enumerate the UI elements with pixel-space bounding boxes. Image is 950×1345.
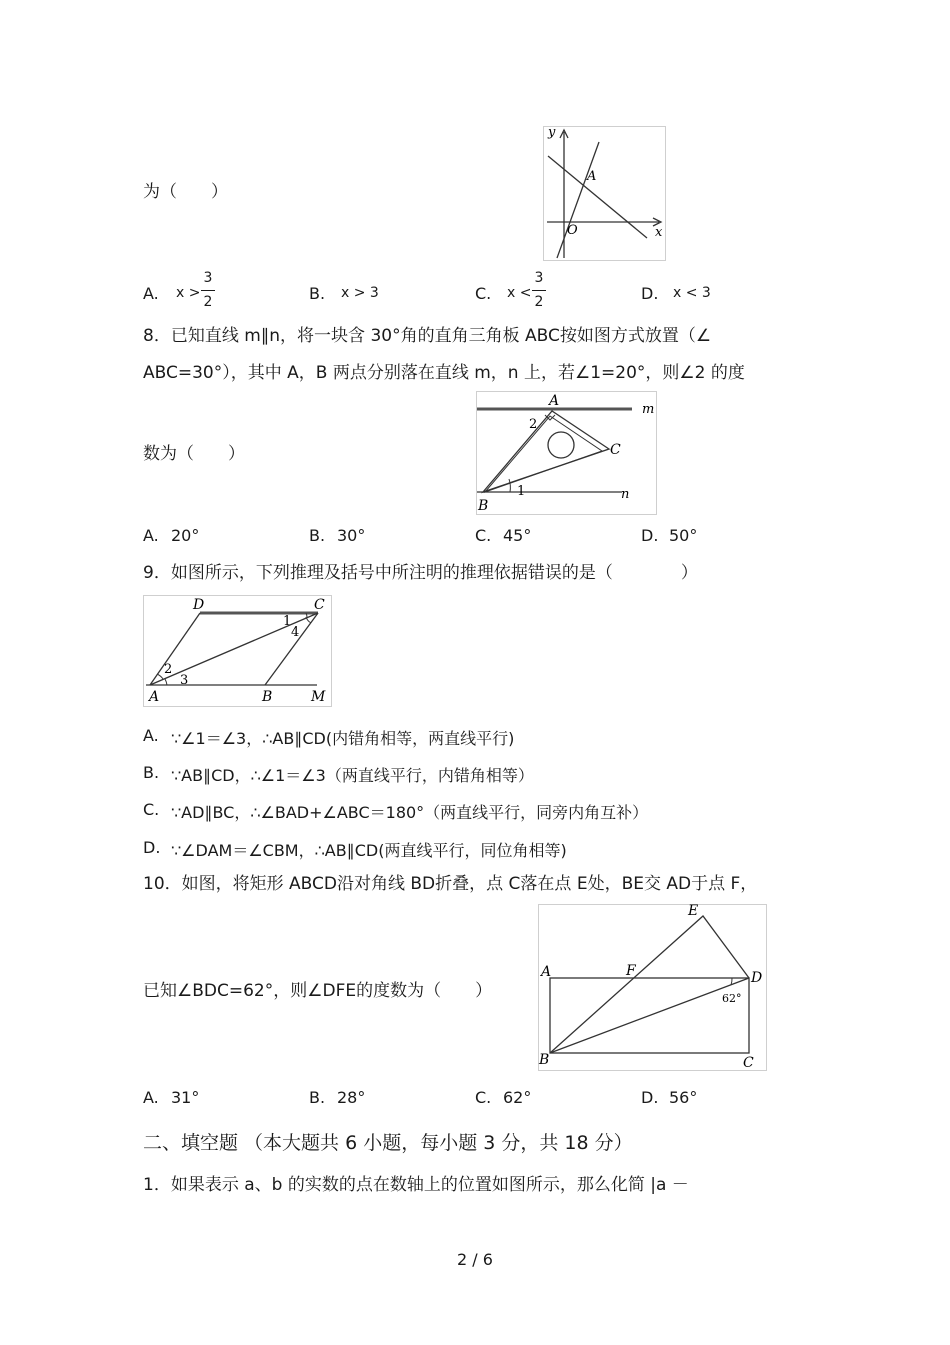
q8-option-d-text: 50° [669, 526, 698, 545]
q9-option-d-label: D. [143, 838, 161, 857]
q8-fig-label-2: 2 [529, 417, 538, 432]
q7-fig-label-y: y [548, 126, 556, 140]
q10-option-d-text: 56° [669, 1088, 698, 1107]
q10-fig-label-e: E [688, 904, 699, 919]
q10-option-c-text: 62° [503, 1088, 532, 1107]
section-2-q1-stem: 1．如果表示 a、b 的实数的点在数轴上的位置如图所示，那么化简 |a － [143, 1175, 689, 1195]
q7-option-d-text: x < 3 [673, 285, 711, 301]
q9-fig-label-d: D [193, 597, 205, 613]
q10-option-d-label: D. [641, 1088, 659, 1107]
q7-option-b-text: x > 3 [341, 285, 379, 301]
q8-fig-label-1: 1 [517, 484, 526, 499]
q9-fig-label-b: B [262, 689, 273, 705]
q8-option-b-text: 30° [337, 526, 366, 545]
q9-figure [143, 595, 333, 708]
q10-option-c-label: C. [475, 1088, 492, 1107]
q10-fig-label-f: F [626, 963, 636, 979]
q7-fig-label-x: x [655, 225, 663, 240]
q8-fig-label-n: n [621, 487, 630, 502]
q9-fig-label-m: M [311, 689, 326, 705]
q10-option-b-text: 28° [337, 1088, 366, 1107]
q7-option-a-fraction-bar [201, 290, 215, 291]
q10-option-a-text: 31° [171, 1088, 200, 1107]
q10-option-b-label: B. [309, 1088, 326, 1107]
q8-figure [476, 391, 658, 516]
q8-option-a-text: 20° [171, 526, 200, 545]
q7-option-a-numerator: 3 [203, 270, 213, 286]
q10-fig-label-c: C [743, 1055, 754, 1071]
q8-fig-label-b: B [478, 498, 489, 514]
q9-option-c-text: ∵AD∥BC，∴∠BAD+∠ABC＝180°（两直线平行，同旁内角互补） [171, 803, 649, 822]
q9-option-c-label: C. [143, 800, 160, 819]
q9-option-a-label: A. [143, 726, 159, 745]
q9-fig-label-1: 1 [283, 614, 292, 629]
q7-figure [543, 126, 667, 262]
q8-option-c-label: C. [475, 526, 492, 545]
q8-stem-line2: ABC=30°），其中 A，B 两点分别落在直线 m，n 上，若∠1=20°，则∠2 的度 [143, 363, 745, 383]
q8-fig-label-m: m [642, 402, 655, 417]
q7-option-d-label: D. [641, 284, 659, 303]
q7-option-a-label: A. [143, 284, 159, 303]
q9-fig-label-c: C [314, 597, 325, 613]
q9-fig-label-4: 4 [291, 625, 300, 640]
q8-option-b-label: B. [309, 526, 326, 545]
q9-option-d-text: ∵∠DAM＝∠CBM，∴AB∥CD(两直线平行，同位角相等) [171, 841, 567, 860]
q10-option-a-label: A. [143, 1088, 159, 1107]
q9-fig-label-a: A [149, 689, 160, 705]
q10-fig-angle-label: 62° [722, 992, 742, 1005]
q7-option-c-denominator: 2 [534, 294, 544, 310]
q8-option-a-label: A. [143, 526, 159, 545]
section-2-heading: 二、填空题 （本大题共 6 小题，每小题 3 分，共 18 分） [143, 1132, 633, 1154]
q8-option-d-label: D. [641, 526, 659, 545]
q7-option-c-text: x < [507, 285, 532, 301]
q7-fig-label-o: O [567, 223, 578, 238]
q7-stem-tail: 为（ ） [143, 182, 228, 202]
q9-stem: 9．如图所示，下列推理及括号中所注明的推理依据错误的是（ ） [143, 563, 698, 583]
q9-fig-label-3: 3 [180, 673, 189, 688]
q7-option-c-numerator: 3 [534, 270, 544, 286]
q7-option-b-label: B. [309, 284, 326, 303]
q9-option-b-label: B. [143, 763, 160, 782]
q7-option-a-denominator: 2 [203, 294, 213, 310]
q9-fig-label-2: 2 [164, 662, 173, 677]
q8-option-c-text: 45° [503, 526, 532, 545]
q10-stem-line1: 10．如图，将矩形 ABCD沿对角线 BD折叠，点 C落在点 E处，BE交 AD于点 F， [143, 874, 758, 894]
q7-option-c-label: C. [475, 284, 492, 303]
q8-stem-line3: 数为（ ） [143, 444, 245, 464]
q10-fig-label-a: A [541, 964, 552, 980]
page-number: 2 / 6 [457, 1250, 493, 1269]
q7-option-a-text: x > [176, 285, 201, 301]
q8-stem-line1: 8．已知直线 m∥n，将一块含 30°角的直角三角板 ABC按如图方式放置（∠ [143, 326, 712, 346]
q7-option-c-fraction-bar [532, 290, 546, 291]
q10-figure [538, 904, 768, 1072]
q9-option-a-text: ∵∠1＝∠3，∴AB∥CD(内错角相等，两直线平行) [171, 729, 515, 748]
q10-stem-line2: 已知∠BDC=62°，则∠DFE的度数为（ ） [143, 981, 493, 1001]
q10-fig-label-d: D [751, 970, 763, 986]
q7-fig-label-a: A [587, 169, 597, 184]
q8-fig-label-a: A [549, 393, 560, 409]
q10-fig-label-b: B [539, 1052, 550, 1068]
q9-option-b-text: ∵AB∥CD，∴∠1＝∠3（两直线平行，内错角相等） [171, 766, 534, 785]
q8-fig-label-c: C [610, 442, 621, 458]
